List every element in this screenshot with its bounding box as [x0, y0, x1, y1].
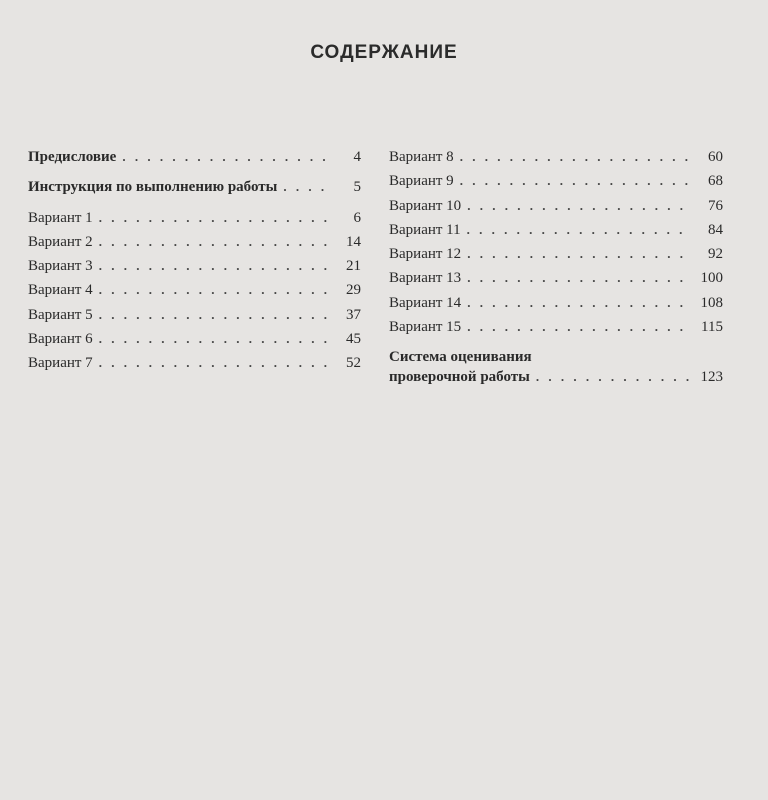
toc-entry-page: 21: [346, 258, 361, 275]
toc-entry-page: 37: [346, 306, 361, 323]
toc-entry[interactable]: [389, 318, 723, 342]
toc-leader-dots: [99, 209, 327, 227]
toc-entry-label: Вариант 12: [389, 246, 462, 263]
toc-entry[interactable]: [389, 148, 723, 172]
toc-entry[interactable]: [389, 269, 723, 293]
toc-entry[interactable]: [389, 245, 723, 269]
toc-entry-page: 76: [708, 197, 723, 214]
toc-entry-page: 68: [708, 173, 723, 190]
toc-leader-dots: [467, 245, 689, 263]
toc-leader-dots: [467, 318, 689, 336]
toc-leader-dots: [536, 368, 689, 386]
toc-entry-label: Вариант 7: [28, 355, 93, 372]
toc-leader-dots: [99, 233, 327, 251]
toc-entry-label: Вариант 10: [389, 197, 462, 214]
toc-entry-label: Вариант 13: [389, 270, 462, 287]
toc-entry[interactable]: [389, 172, 723, 196]
toc-entry-label: Вариант 2: [28, 233, 93, 250]
toc-entry-label-line1: Система оценивания: [389, 349, 532, 366]
toc-entry-page: 100: [700, 270, 723, 287]
toc-entry-page: 115: [701, 319, 723, 336]
toc-leader-dots: [467, 197, 689, 215]
toc-entry-label: Вариант 8: [389, 149, 454, 165]
toc-entry-label: Вариант 6: [28, 331, 93, 348]
toc-leader-dots: [467, 269, 689, 287]
toc-entry-label: Вариант 3: [28, 258, 93, 275]
toc-leader-dots: [467, 294, 689, 312]
toc-entry-page: 123: [700, 369, 723, 386]
toc-leader-dots: [122, 148, 327, 166]
toc-entry-page: 4: [353, 149, 361, 165]
toc-entry-page: 5: [353, 179, 361, 196]
toc-leader-dots: [460, 172, 689, 190]
toc-entry-label: Вариант 9: [389, 173, 454, 190]
toc-entry-page: 14: [346, 233, 361, 250]
toc-entry-label: Предисловие: [28, 149, 117, 165]
toc-leader-dots: [99, 306, 327, 324]
toc-leader-dots: [460, 148, 689, 166]
toc-entry[interactable]: [28, 209, 361, 233]
toc-leader-dots: [467, 221, 689, 239]
toc-entry[interactable]: [28, 257, 361, 281]
toc-entry[interactable]: [28, 178, 361, 202]
toc-entry[interactable]: [389, 294, 723, 318]
toc-entry[interactable]: [28, 354, 361, 378]
toc-leader-dots: [99, 354, 327, 372]
toc-entry-label: Вариант 1: [28, 209, 93, 226]
toc-entry-label: Вариант 11: [389, 221, 461, 238]
page-title: СОДЕРЖАНИЕ: [310, 42, 458, 63]
toc-leader-dots: [99, 330, 327, 348]
toc-entry-page: 60: [708, 149, 723, 165]
toc-entry[interactable]: [28, 330, 361, 354]
toc-entry-page: 84: [708, 221, 723, 238]
toc-entry-label-line2: проверочной работы: [389, 369, 530, 386]
toc-entry-page: 6: [353, 209, 361, 226]
toc-leader-dots: [283, 178, 327, 196]
toc-entry[interactable]: [28, 233, 361, 257]
toc-entry-label: Инструкция по выполнению работы: [28, 179, 278, 196]
toc-right-column: [389, 148, 723, 386]
toc-entry-label: Вариант 4: [28, 282, 93, 299]
toc-entry-page: 108: [700, 294, 723, 311]
toc-entry-assessment[interactable]: [389, 348, 723, 386]
toc-entry[interactable]: [389, 221, 723, 245]
toc-leader-dots: [99, 281, 327, 299]
toc-entry-label: Вариант 15: [389, 319, 462, 336]
toc-entry-label: Вариант 14: [389, 294, 462, 311]
toc-entry-page: 45: [346, 331, 361, 348]
toc-entry[interactable]: [28, 148, 361, 172]
toc-entry[interactable]: [28, 281, 361, 305]
toc-entry-page: 52: [346, 355, 361, 372]
toc-entry-page: 92: [708, 246, 723, 263]
toc-entry-label: Вариант 5: [28, 306, 93, 323]
toc-entry[interactable]: [389, 197, 723, 221]
toc-entry[interactable]: [28, 306, 361, 330]
toc-leader-dots: [99, 257, 327, 275]
toc-entry-page: 29: [346, 282, 361, 299]
toc-left-column: [28, 148, 361, 379]
